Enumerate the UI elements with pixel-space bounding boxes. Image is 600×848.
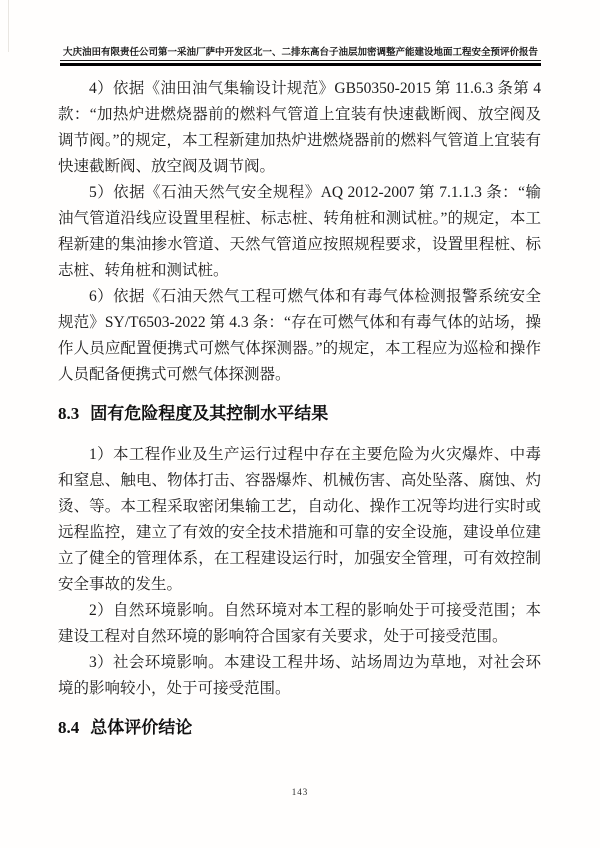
section-8-4-title: 总体评价结论	[90, 718, 193, 737]
page-content	[58, 76, 541, 756]
section-heading-8-3	[58, 401, 541, 427]
scan-edge-artifact	[8, 0, 9, 52]
section-8-3-title: 固有危险程度及其控制水平结果	[90, 404, 329, 423]
section-8-3-number: 8.3	[58, 404, 80, 423]
section-8-4-number: 8.4	[58, 718, 80, 737]
page-header	[60, 44, 541, 66]
page-footer	[0, 782, 600, 800]
section-heading-8-4	[58, 715, 541, 741]
paragraph-clause-5: 5）依据《石油天然气安全规程》AQ 2012-2007 第 7.1.1.3 条：“输油气管道沿线应设置里程桩、标志桩、转角桩和测试桩。”的规定，本工程新建的集油掺水管道、天然气管道应按照规程要求，设置里程桩、标志桩、转角桩和测试桩。	[58, 184, 541, 279]
paragraph-result-3: 3）社会环境影响。本建设工程井场、站场周边为草地，对社会环境的影响较小，处于可接受范围。	[58, 654, 541, 697]
paragraph-result-1: 1）本工程作业及生产运行过程中存在主要危险为火灾爆炸、中毒和窒息、触电、物体打击、容器爆炸、机械伤害、高处坠落、腐蚀、灼烫、等。本工程采取密闭集输工艺，自动化、操作工况等均进行实时或远程监控，建立了有效的安全技术措施和可靠的安全设施，建设单位建立了健全的管理体系，在工程建设运行时，加强安全管理，可有效控制安全事故的发生。	[58, 446, 541, 593]
header-rule	[60, 60, 541, 66]
running-header-title: 大庆油田有限责任公司第一采油厂萨中开发区北一、二排东高台子油层加密调整产能建设地面工程安全预评价报告	[62, 48, 538, 58]
paragraph-result-2: 2）自然环境影响。自然环境对本工程的影响处于可接受范围；本建设工程对自然环境的影响符合国家有关要求，处于可接受范围。	[58, 602, 541, 645]
paragraph-clause-4: 4）依据《油田油气集输设计规范》GB50350-2015 第 11.6.3 条第 4 款：“加热炉进燃烧器前的燃料气管道上宜装有快速截断阀、放空阀及调节阀。”的规定，本工程新建加热炉进燃烧器前的燃料气管道上宜装有快速截断阀、放空阀及调节阀。	[58, 80, 541, 175]
page-number: 143	[291, 787, 309, 797]
paragraph-clause-6: 6）依据《石油天然气工程可燃气体和有毒气体检测报警系统安全规范》SY/T6503-2022 第 4.3 条：“存在可燃气体和有毒气体的站场，操作人员应配置便携式可燃气体探测器。”的规定，本工程应为巡检和操作人员配备便携式可燃气体探测器。	[58, 288, 541, 383]
